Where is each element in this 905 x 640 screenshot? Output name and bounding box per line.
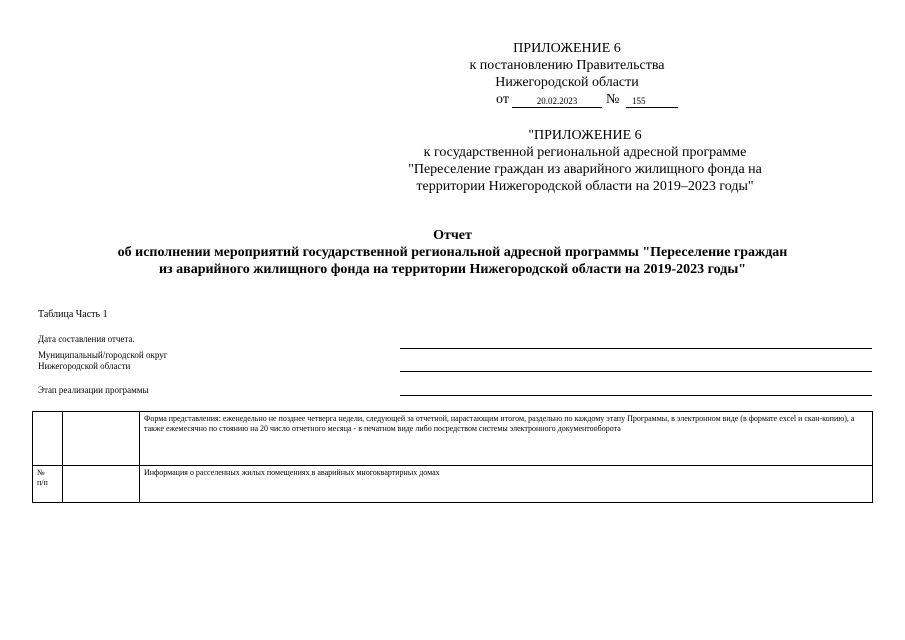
stage-label: Этап реализации программы <box>38 385 149 395</box>
stage-line <box>400 395 872 396</box>
table-row <box>33 412 873 466</box>
decree-from-label: от <box>496 92 509 107</box>
row-number-header <box>33 466 63 503</box>
municipality-label-2: Нижегородской области <box>38 361 131 371</box>
report-date-label: Дата составления отчета. <box>38 334 135 344</box>
decree-number: 155 <box>632 96 646 106</box>
table-cell-empty <box>63 466 140 503</box>
report-title: Отчет <box>433 228 472 243</box>
program-appendix-title: "ПРИЛОЖЕНИЕ 6 <box>528 128 642 143</box>
municipality-line <box>400 371 872 372</box>
presentation-form-cell: Форма представления: еженедельно не позднее четверга недели, следующей за отчетной, нарастающим итогом, раздельно по каждому этапу Программы, в электронном виде (в формате excel и скан-копию), а также ежемесячно по стоянию на 20 число отчетного месяца - в печатном виде либо посредством системы электронного документооборота <box>140 412 873 466</box>
table-cell-empty <box>33 412 63 466</box>
form-table <box>32 411 873 503</box>
table-cell-empty <box>63 412 140 466</box>
report-date-line <box>400 348 872 349</box>
decree-number-field <box>626 92 678 108</box>
decree-line-2: к постановлению Правительства <box>469 58 665 73</box>
table-label: Таблица Часть 1 <box>38 309 108 320</box>
decree-line-3: Нижегородской области <box>495 75 639 90</box>
row-number-abbr: п/п <box>37 478 48 487</box>
decree-date: 20.02.2023 <box>536 96 578 106</box>
report-subtitle-line-2: из аварийного жилищного фонда на территории Нижегородской области на 2019-2023 годы" <box>158 262 747 277</box>
municipality-label-1: Муниципальный/городской округ <box>38 350 168 360</box>
decree-date-field <box>512 92 602 108</box>
program-line-3: "Переселение граждан из аварийного жилищного фонда на <box>408 162 762 177</box>
row-number-sign: № <box>37 468 45 477</box>
decree-number-label: № <box>606 92 620 107</box>
info-header-cell: Информация о расселенных жилых помещениях в аварийных многоквартирных домах <box>140 466 873 503</box>
table-row <box>33 466 873 503</box>
program-line-4: территории Нижегородской области на 2019–2023 годы" <box>416 179 754 194</box>
decree-appendix-title: ПРИЛОЖЕНИЕ 6 <box>513 41 621 56</box>
report-subtitle-line-1: об исполнении мероприятий государственной региональной адресной программы "Переселение граждан <box>117 245 788 260</box>
program-line-2: к государственной региональной адресной программе <box>423 145 747 160</box>
